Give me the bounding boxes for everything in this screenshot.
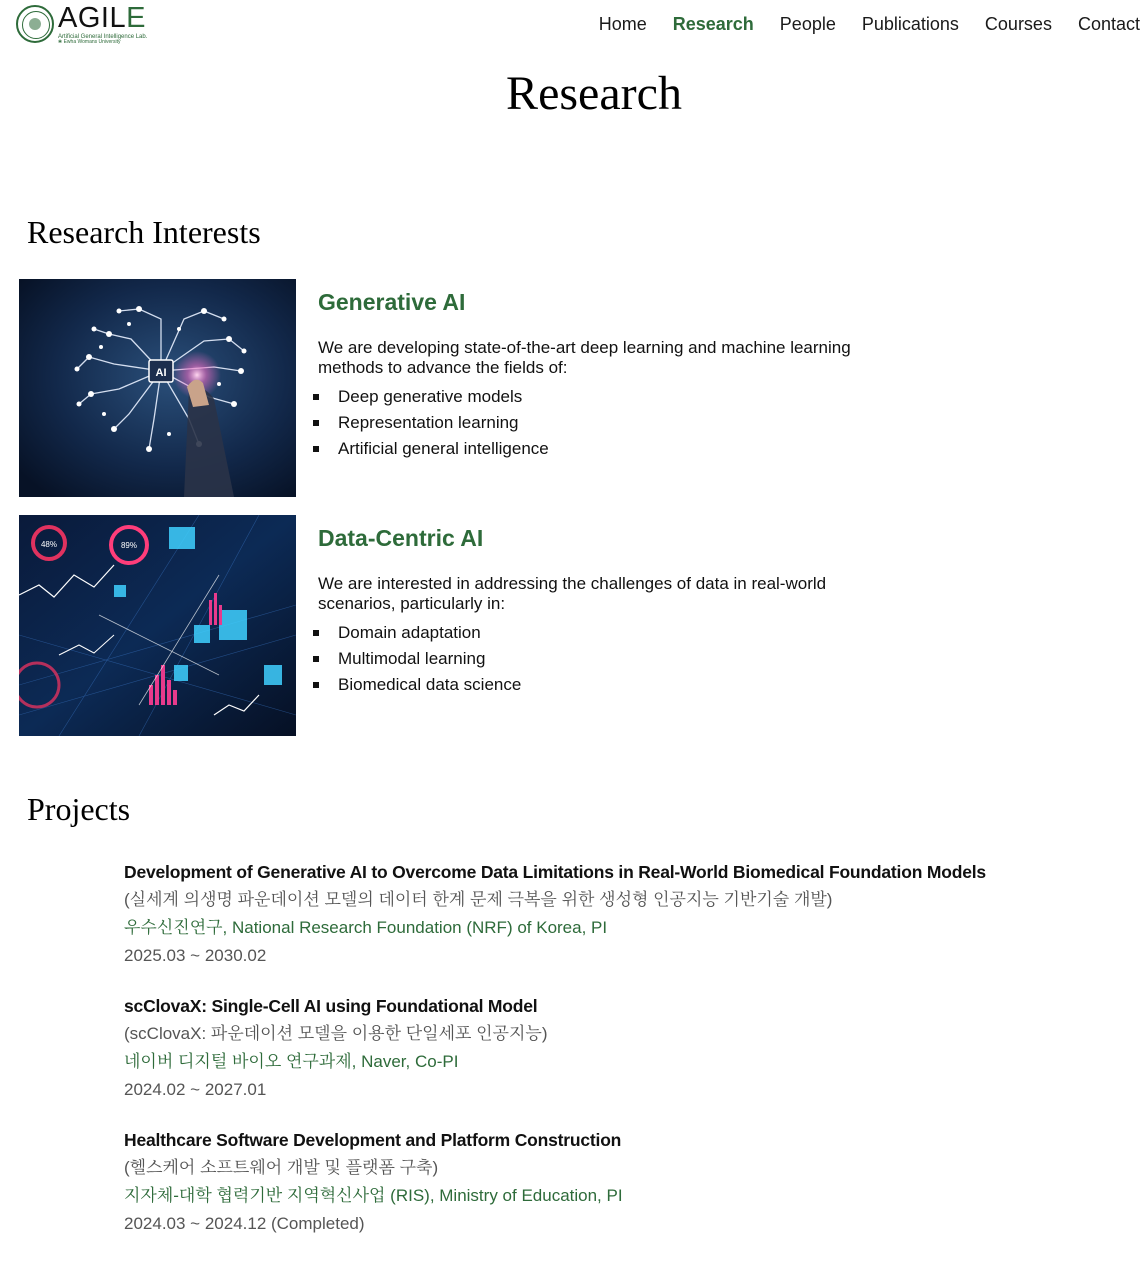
interest-description: We are interested in addressing the challenges of data in real-world scenarios, particularly in:	[318, 574, 827, 613]
brain-circuit-icon	[19, 279, 296, 497]
logo-subtitle: Artificial General Intelligence Lab.	[58, 33, 148, 40]
list-item: Deep generative models	[318, 384, 878, 410]
project-title: scClovaX: Single-Cell AI using Foundational Model	[124, 996, 538, 1016]
interest-bullet-list	[318, 384, 878, 462]
project-item	[124, 992, 1124, 1104]
data-centric-ai-image	[19, 515, 296, 736]
list-item: Domain adaptation	[318, 620, 878, 646]
project-funding: 지자체-대학 협력기반 지역혁신사업 (RIS), Ministry of Education, PI	[124, 1186, 623, 1205]
interest-data-centric-ai	[19, 515, 879, 736]
gauge-label-2: 89%	[120, 541, 138, 550]
main-nav	[573, 12, 1140, 36]
project-korean-title: (헬스케어 소프트웨어 개발 및 플랫폼 구축)	[124, 1158, 439, 1177]
project-korean-title: (scClovaX: 파운데이션 모델을 이용한 단일세포 인공지능)	[124, 1024, 548, 1043]
projects-heading: Projects	[27, 791, 131, 827]
project-funding: 우수신진연구, National Research Foundation (NRF) of Korea, PI	[124, 918, 608, 937]
interest-title: Data-Centric AI	[318, 525, 484, 551]
logo-text-block	[58, 1, 148, 45]
list-item: Biomedical data science	[318, 672, 878, 698]
interest-generative-ai	[19, 279, 879, 497]
nav-people[interactable]: People	[779, 14, 836, 34]
list-item: Artificial general intelligence	[318, 436, 878, 462]
list-item: Representation learning	[318, 410, 878, 436]
interest-bullet-list	[318, 620, 878, 698]
project-funding: 네이버 디지털 바이오 연구과제, Naver, Co-PI	[124, 1052, 459, 1071]
projects-list	[124, 858, 1124, 1260]
project-item	[124, 858, 1124, 970]
project-title: Development of Generative AI to Overcome Data Limitations in Real-World Biomedical Foundation Models	[124, 862, 986, 882]
list-item: Multimodal learning	[318, 646, 878, 672]
logo-university-text: Ewha Womans University	[63, 38, 121, 45]
data-dashboard-icon	[19, 515, 296, 736]
logo-wordmark	[58, 1, 147, 34]
project-korean-title: (실세계 의생명 파운데이션 모델의 데이터 한계 문제 극복을 위한 생성형 인공지능 기반기술 개발)	[124, 890, 833, 909]
ai-chip-label: AI	[155, 367, 167, 379]
logo-university: ❀ Ewha Womans University	[58, 38, 121, 45]
project-period: 2024.02 ~ 2027.01	[124, 1080, 267, 1099]
project-period: 2024.03 ~ 2024.12 (Completed)	[124, 1214, 365, 1233]
project-period: 2025.03 ~ 2030.02	[124, 946, 267, 965]
logo-wordmark-accent: E	[126, 1, 146, 34]
interest-data-centric-ai-body	[318, 515, 878, 698]
page-title: Research	[506, 67, 682, 120]
nav-courses[interactable]: Courses	[984, 14, 1052, 34]
interest-title: Generative AI	[318, 289, 466, 315]
gauge-label-1: 48%	[40, 540, 58, 549]
lab-logo[interactable]	[16, 1, 156, 45]
project-title: Healthcare Software Development and Platform Construction	[124, 1130, 622, 1150]
university-seal-icon	[16, 5, 54, 43]
project-item	[124, 1126, 1124, 1238]
interest-generative-ai-body	[318, 279, 878, 462]
nav-home[interactable]: Home	[598, 14, 647, 34]
nav-contact[interactable]: Contact	[1077, 14, 1140, 34]
logo-wordmark-main: AGIL	[58, 1, 127, 34]
generative-ai-image	[19, 279, 296, 497]
site-header	[0, 0, 1140, 50]
interest-description: We are developing state-of-the-art deep learning and machine learning methods to advance the fields of:	[318, 338, 851, 377]
research-interests-heading: Research Interests	[27, 214, 261, 250]
nav-publications[interactable]: Publications	[861, 14, 959, 34]
nav-research[interactable]: Research	[672, 14, 754, 34]
